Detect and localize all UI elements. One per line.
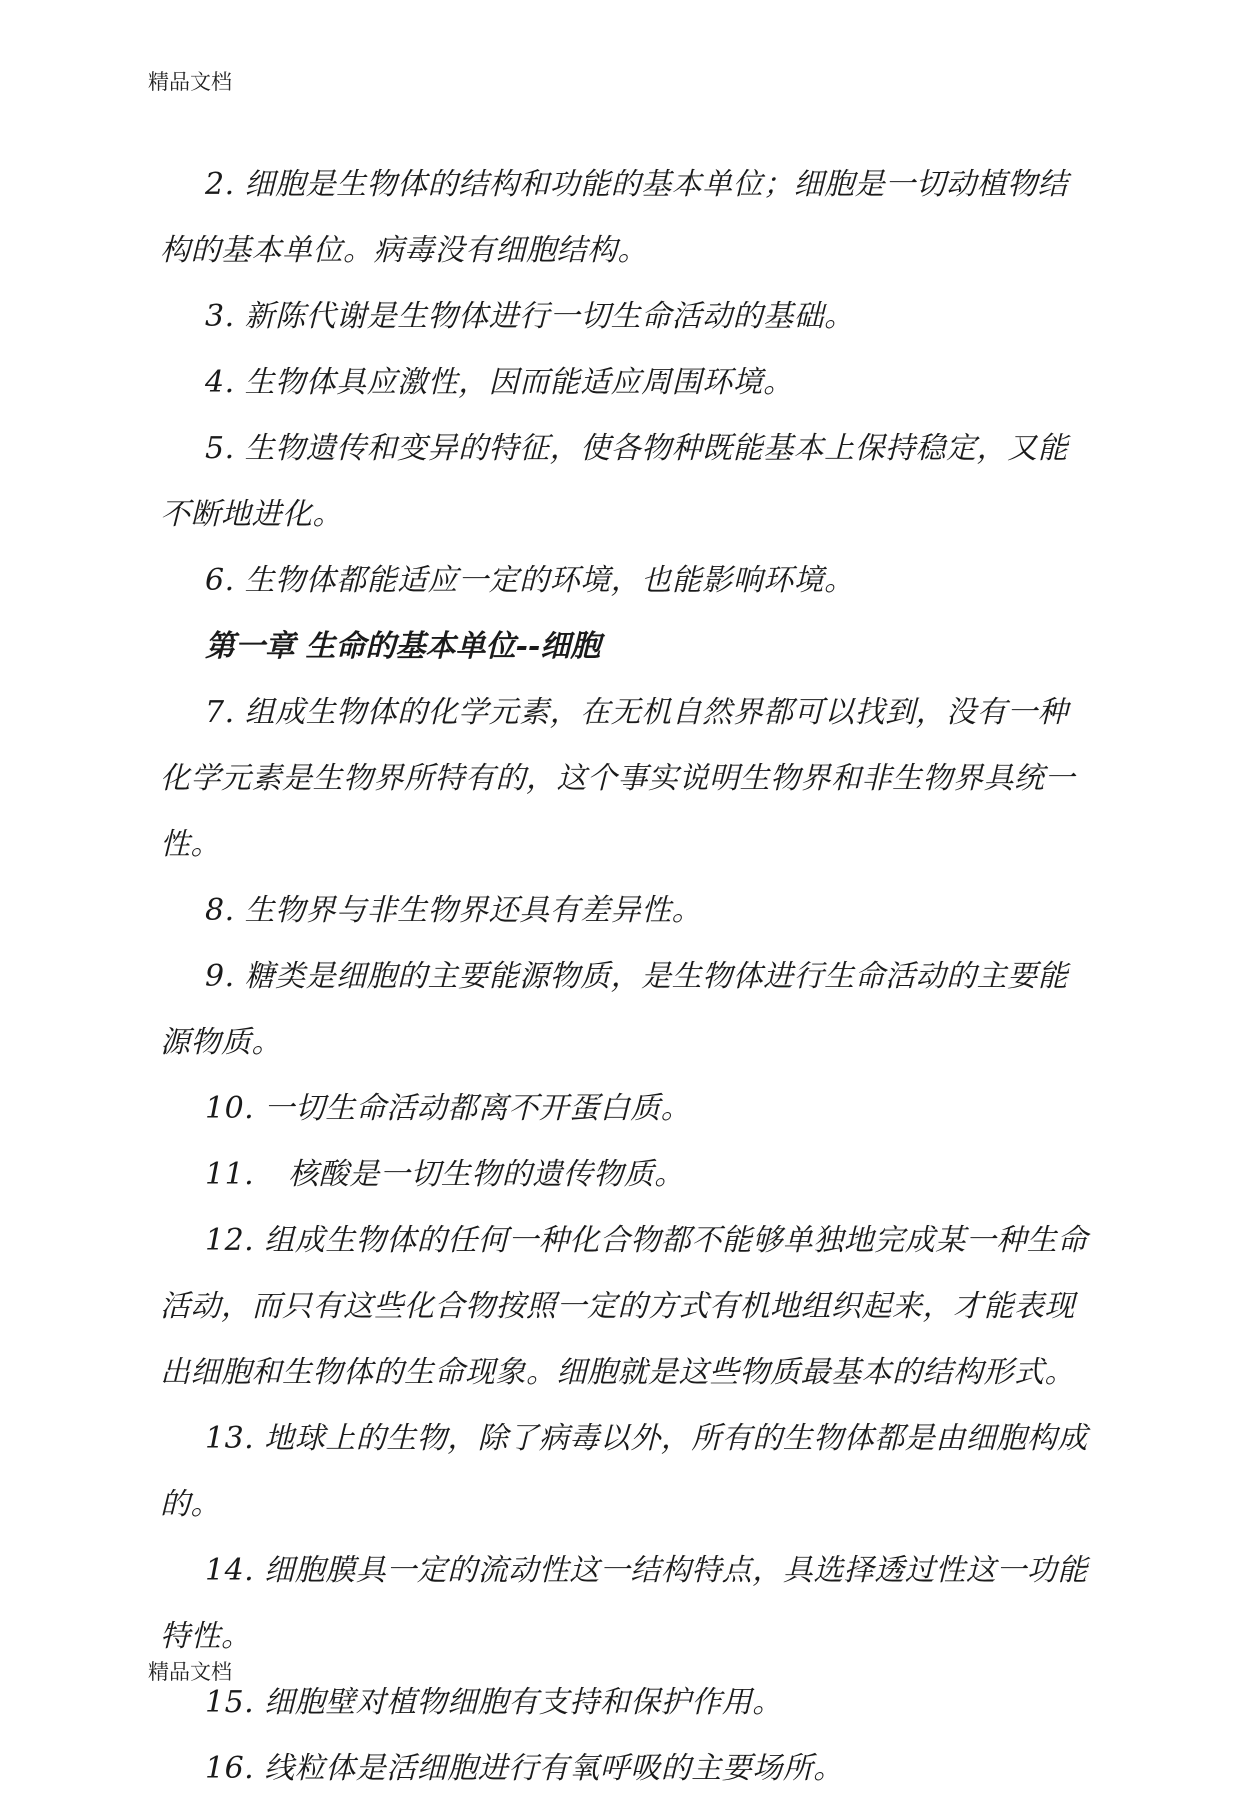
item-number: 15. [205,1685,255,1720]
paragraph-11 [160,1142,1095,1208]
page-footer: 精品文档 [148,1660,232,1684]
paragraph-text: 生物遗传和变异的特征，使各物种既能基本上保持稳定，又能不断地进化。 [160,431,1069,532]
paragraph-text: 糖类是细胞的主要能源物质，是生物体进行生命活动的主要能源物质。 [160,959,1069,1060]
paragraph-14 [160,1538,1095,1670]
paragraph-7 [160,680,1095,878]
item-number: 12. [205,1223,255,1258]
paragraph-text: 核酸是一切生物的遗传物质。 [288,1157,685,1192]
paragraph-text: 地球上的生物，除了病毒以外，所有的生物体都是由细胞构成的。 [160,1421,1088,1522]
paragraph-10 [160,1076,1095,1142]
paragraph-9 [160,944,1095,1076]
item-number: 13. [205,1421,255,1456]
paragraph-text: 组成生物体的任何一种化合物都不能够单独地完成某一种生命活动，而只有这些化合物按照一定的方式有机地组织起来，才能表现出细胞和生物体的生命现象。细胞就是这些物质最基本的结构形式。 [160,1223,1088,1390]
item-number: 3. [205,299,235,334]
paragraph-text: 生物界与非生物界还具有差异性。 [244,893,703,928]
paragraph-text: 细胞是生物体的结构和功能的基本单位；细胞是一切动植物结构的基本单位。病毒没有细胞结构。 [160,167,1069,268]
paragraph-text: 一切生命活动都离不开蛋白质。 [264,1091,692,1126]
item-number: 7. [205,695,235,730]
paragraph-4 [160,350,1095,416]
item-number: 16. [205,1751,255,1786]
document-body [160,152,1095,1802]
paragraph-text: 细胞壁对植物细胞有支持和保护作用。 [264,1685,783,1720]
paragraph-8 [160,878,1095,944]
paragraph-text: 新陈代谢是生物体进行一切生命活动的基础。 [244,299,855,334]
paragraph-6 [160,548,1095,614]
paragraph-13 [160,1406,1095,1538]
item-number: 11. [205,1157,255,1192]
item-number: 14. [205,1553,255,1588]
item-number: 8. [205,893,235,928]
paragraph-text: 生物体具应激性，因而能适应周围环境。 [244,365,794,400]
page-header: 精品文档 [148,70,232,94]
paragraph-5 [160,416,1095,548]
paragraph-text: 细胞膜具一定的流动性这一结构特点，具选择透过性这一功能特性。 [160,1553,1088,1654]
item-number: 5. [205,431,235,466]
item-number: 9. [205,959,235,994]
paragraph-16 [160,1736,1095,1802]
item-number: 10. [205,1091,255,1126]
item-number: 4. [205,365,235,400]
paragraph-2 [160,152,1095,284]
paragraph-3 [160,284,1095,350]
paragraph-15 [160,1670,1095,1736]
paragraph-12 [160,1208,1095,1406]
paragraph-text: 生物体都能适应一定的环境，也能影响环境。 [244,563,855,598]
item-number: 2. [205,167,235,202]
paragraph-text: 线粒体是活细胞进行有氧呼吸的主要场所。 [264,1751,844,1786]
chapter-heading: 第一章 生命的基本单位--细胞 [205,629,601,664]
item-number: 6. [205,563,235,598]
paragraph-text: 组成生物体的化学元素，在无机自然界都可以找到，没有一种化学元素是生物界所特有的，这个事实说明生物界和非生物界具统一性。 [160,695,1075,862]
